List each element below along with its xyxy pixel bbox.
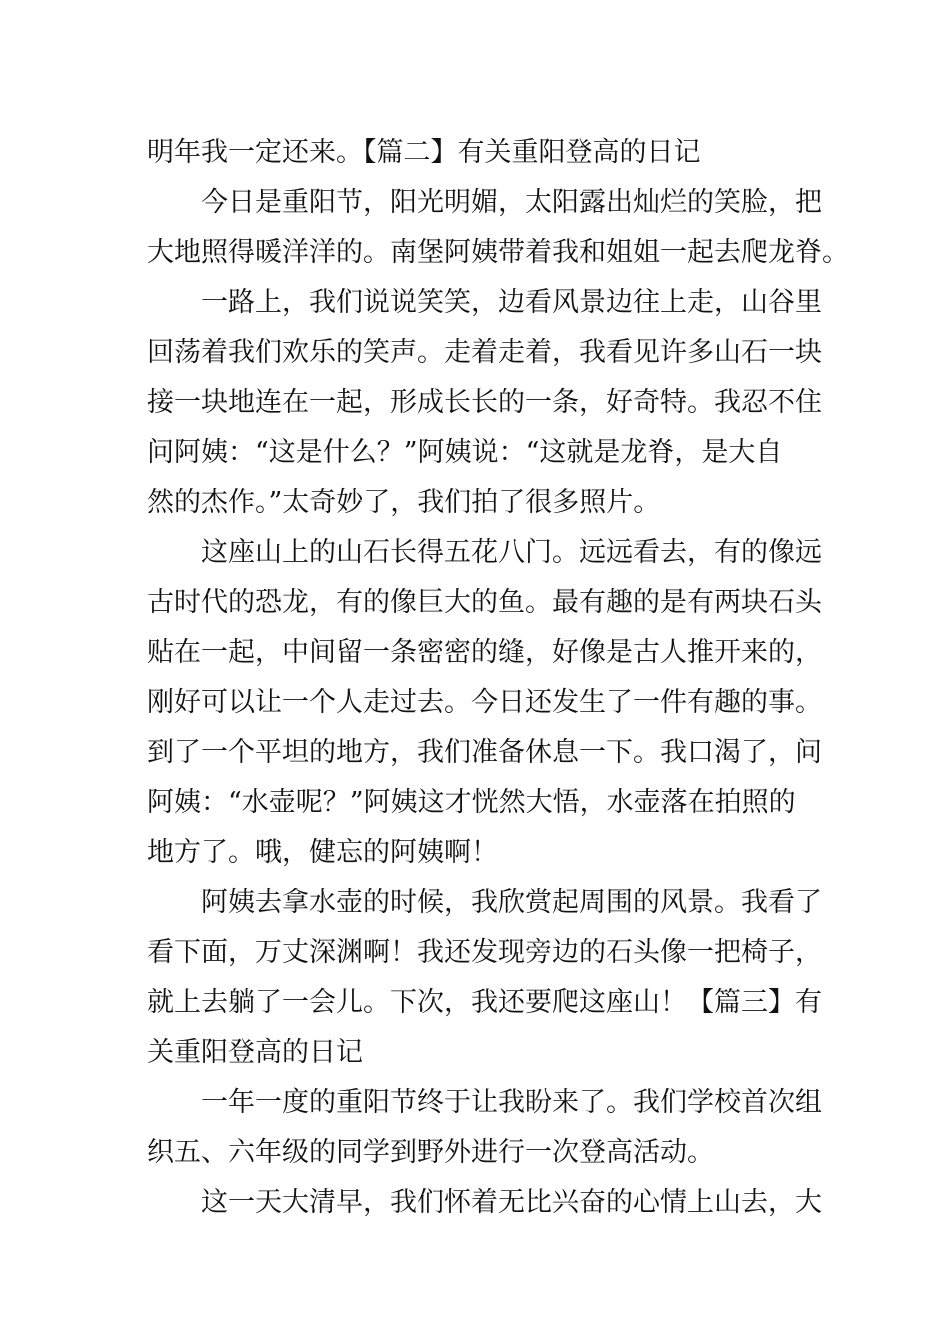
text-line: 关重阳登高的日记 bbox=[147, 1037, 363, 1068]
text-line: 大地照得暖洋洋的。南堡阿姨带着我和姐姐一起去爬龙脊。 bbox=[147, 237, 849, 268]
text-line: 然的杰作。”太奇妙了，我们拍了很多照片。 bbox=[147, 487, 661, 518]
text-line: 到了一个平坦的地方，我们准备休息一下。我口渴了，问 bbox=[147, 737, 822, 768]
text-line: 看下面，万丈深渊啊！我还发现旁边的石头像一把椅子， bbox=[147, 937, 822, 968]
document-body bbox=[147, 128, 849, 1228]
text-line: 今日是重阳节，阳光明媚，太阳露出灿烂的笑脸，把 bbox=[201, 187, 822, 218]
text-line: 刚好可以让一个人走过去。今日还发生了一件有趣的事。 bbox=[147, 687, 822, 718]
text-line: 明年我一定还来。【篇二】有关重阳登高的日记 bbox=[147, 137, 701, 168]
text-line: 一年一度的重阳节终于让我盼来了。我们学校首次组 bbox=[201, 1087, 822, 1118]
text-line: 古时代的恐龙，有的像巨大的鱼。最有趣的是有两块石头 bbox=[147, 587, 822, 618]
text-line: 阿姨：“水壶呢？”阿姨这才恍然大悟，水壶落在拍照的 bbox=[147, 787, 796, 818]
text-line: 贴在一起，中间留一条密密的缝，好像是古人推开来的， bbox=[147, 637, 822, 668]
text-line: 就上去躺了一会儿。下次，我还要爬这座山！【篇三】有 bbox=[147, 987, 822, 1018]
text-line: 问阿姨：“这是什么？”阿姨说：“这就是龙脊，是大自 bbox=[147, 437, 783, 468]
text-line: 接一块地连在一起，形成长长的一条，好奇特。我忍不住 bbox=[147, 387, 822, 418]
text-line: 阿姨去拿水壶的时候，我欣赏起周围的风景。我看了 bbox=[201, 887, 822, 918]
text-line: 回荡着我们欢乐的笑声。走着走着，我看见许多山石一块 bbox=[147, 337, 822, 368]
text-line: 这座山上的山石长得五花八门。远远看去，有的像远 bbox=[201, 537, 822, 568]
text-line: 地方了。哦，健忘的阿姨啊！ bbox=[147, 837, 498, 868]
text-line: 这一天大清早，我们怀着无比兴奋的心情上山去，大 bbox=[201, 1187, 822, 1218]
text-line: 一路上，我们说说笑笑，边看风景边往上走，山谷里 bbox=[201, 287, 822, 318]
text-line: 织五、六年级的同学到野外进行一次登高活动。 bbox=[147, 1137, 714, 1168]
